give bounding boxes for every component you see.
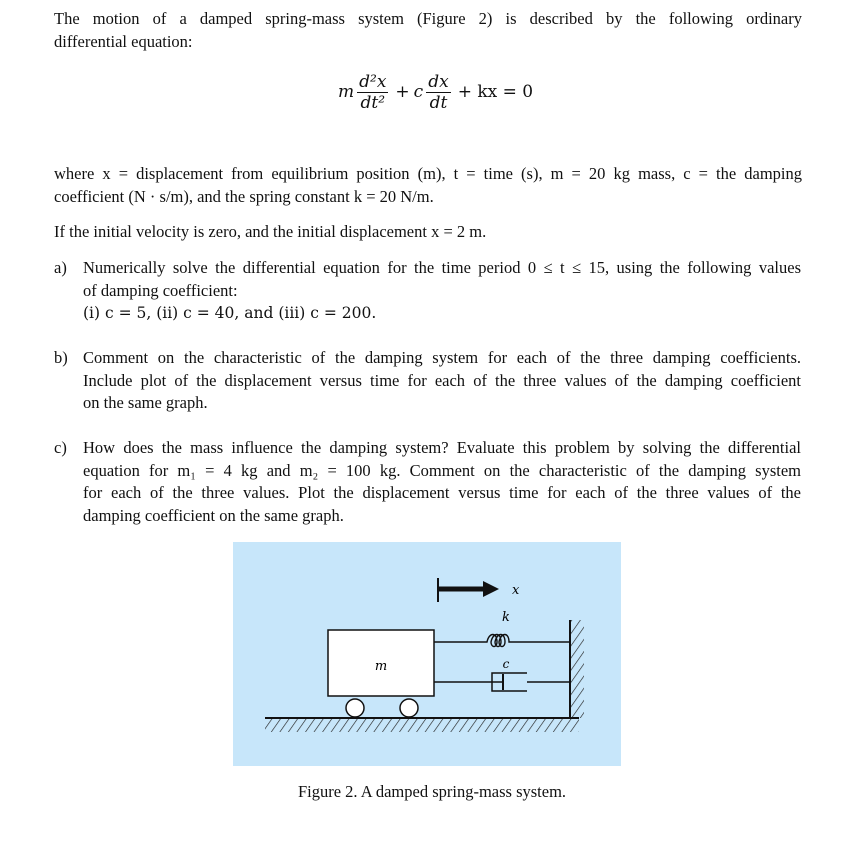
where-paragraph <box>54 163 802 208</box>
initial-conditions <box>54 221 802 244</box>
question-a-label: a) <box>54 258 67 277</box>
initial-text: If the initial velocity is zero, and the initial displacement x = 2 m. <box>54 222 487 241</box>
question-b-label: b) <box>54 348 68 367</box>
spring-mass-figure <box>233 542 621 766</box>
left-wheel <box>346 699 364 717</box>
where-line-1: where x = displacement from equilibrium position (m), t = time (s), m = 20 kg mass, c = the damping <box>54 164 802 183</box>
figure-caption: Figure 2. A damped spring-mass system. <box>297 782 567 801</box>
question-a-line-1: Numerically solve the differential equation for the time period 0 ≤ t ≤ 15, using the following values <box>83 258 801 277</box>
eq-damping: c <box>413 82 424 102</box>
question-a-line-2: of damping coefficient: <box>83 280 238 300</box>
right-wheel <box>400 699 418 717</box>
question-c-line-4: damping coefficient on the same graph. <box>83 505 344 525</box>
eq-dt: dt <box>429 92 448 113</box>
intro-paragraph <box>54 8 802 53</box>
intro-line-2: differential equation: <box>54 31 193 51</box>
question-a-damping-values: (i) c = 5, (ii) c = 40, and (iii) c = 200. <box>83 304 377 322</box>
question-c-line-1: How does the mass influence the damping system? Evaluate this problem by solving the differential <box>83 438 801 457</box>
eq-first-derivative <box>426 72 450 113</box>
mass-label: m <box>374 659 388 674</box>
eq-second-derivative <box>357 72 388 113</box>
question-b-line-1: Comment on the characteristic of the damping system for each of the three damping coefficients. <box>83 348 801 367</box>
eq-d2x: d²x <box>359 71 387 92</box>
intro-line-1: The motion of a damped spring-mass system (Figure 2) is described by the following ordinary <box>54 9 802 28</box>
displacement-arrow-head <box>483 581 499 597</box>
question-c-line-3: for each of the three values. Plot the displacement versus time for each of the three values of the <box>83 483 801 502</box>
c-label: c <box>502 657 510 671</box>
k-label: k <box>502 610 510 625</box>
spring <box>434 635 570 647</box>
eq-plus: + <box>395 82 410 102</box>
eq-mass: m <box>338 82 355 102</box>
ground-hatch <box>265 718 579 732</box>
x-label: x <box>512 583 520 598</box>
spring-mass-diagram <box>233 542 621 766</box>
question-c-line-2: equation for m₁ = 4 kg and m₂ = 100 kg. Comment on the characteristic of the damping system <box>83 460 801 480</box>
eq-dx: dx <box>428 71 449 92</box>
question-b-line-2: Include plot of the displacement versus time for each of the three values of the damping coefficient <box>83 370 801 390</box>
differential-equation <box>338 66 537 118</box>
eq-dt2: dt² <box>360 92 386 113</box>
where-line-2: coefficient (N · s/m), and the spring constant k = 20 N/m. <box>54 186 434 206</box>
eq-tail: + kx = 0 <box>457 82 534 102</box>
wall-hatch <box>570 620 584 718</box>
question-c-label: c) <box>54 438 67 457</box>
question-b-line-3: on the same graph. <box>83 393 208 412</box>
